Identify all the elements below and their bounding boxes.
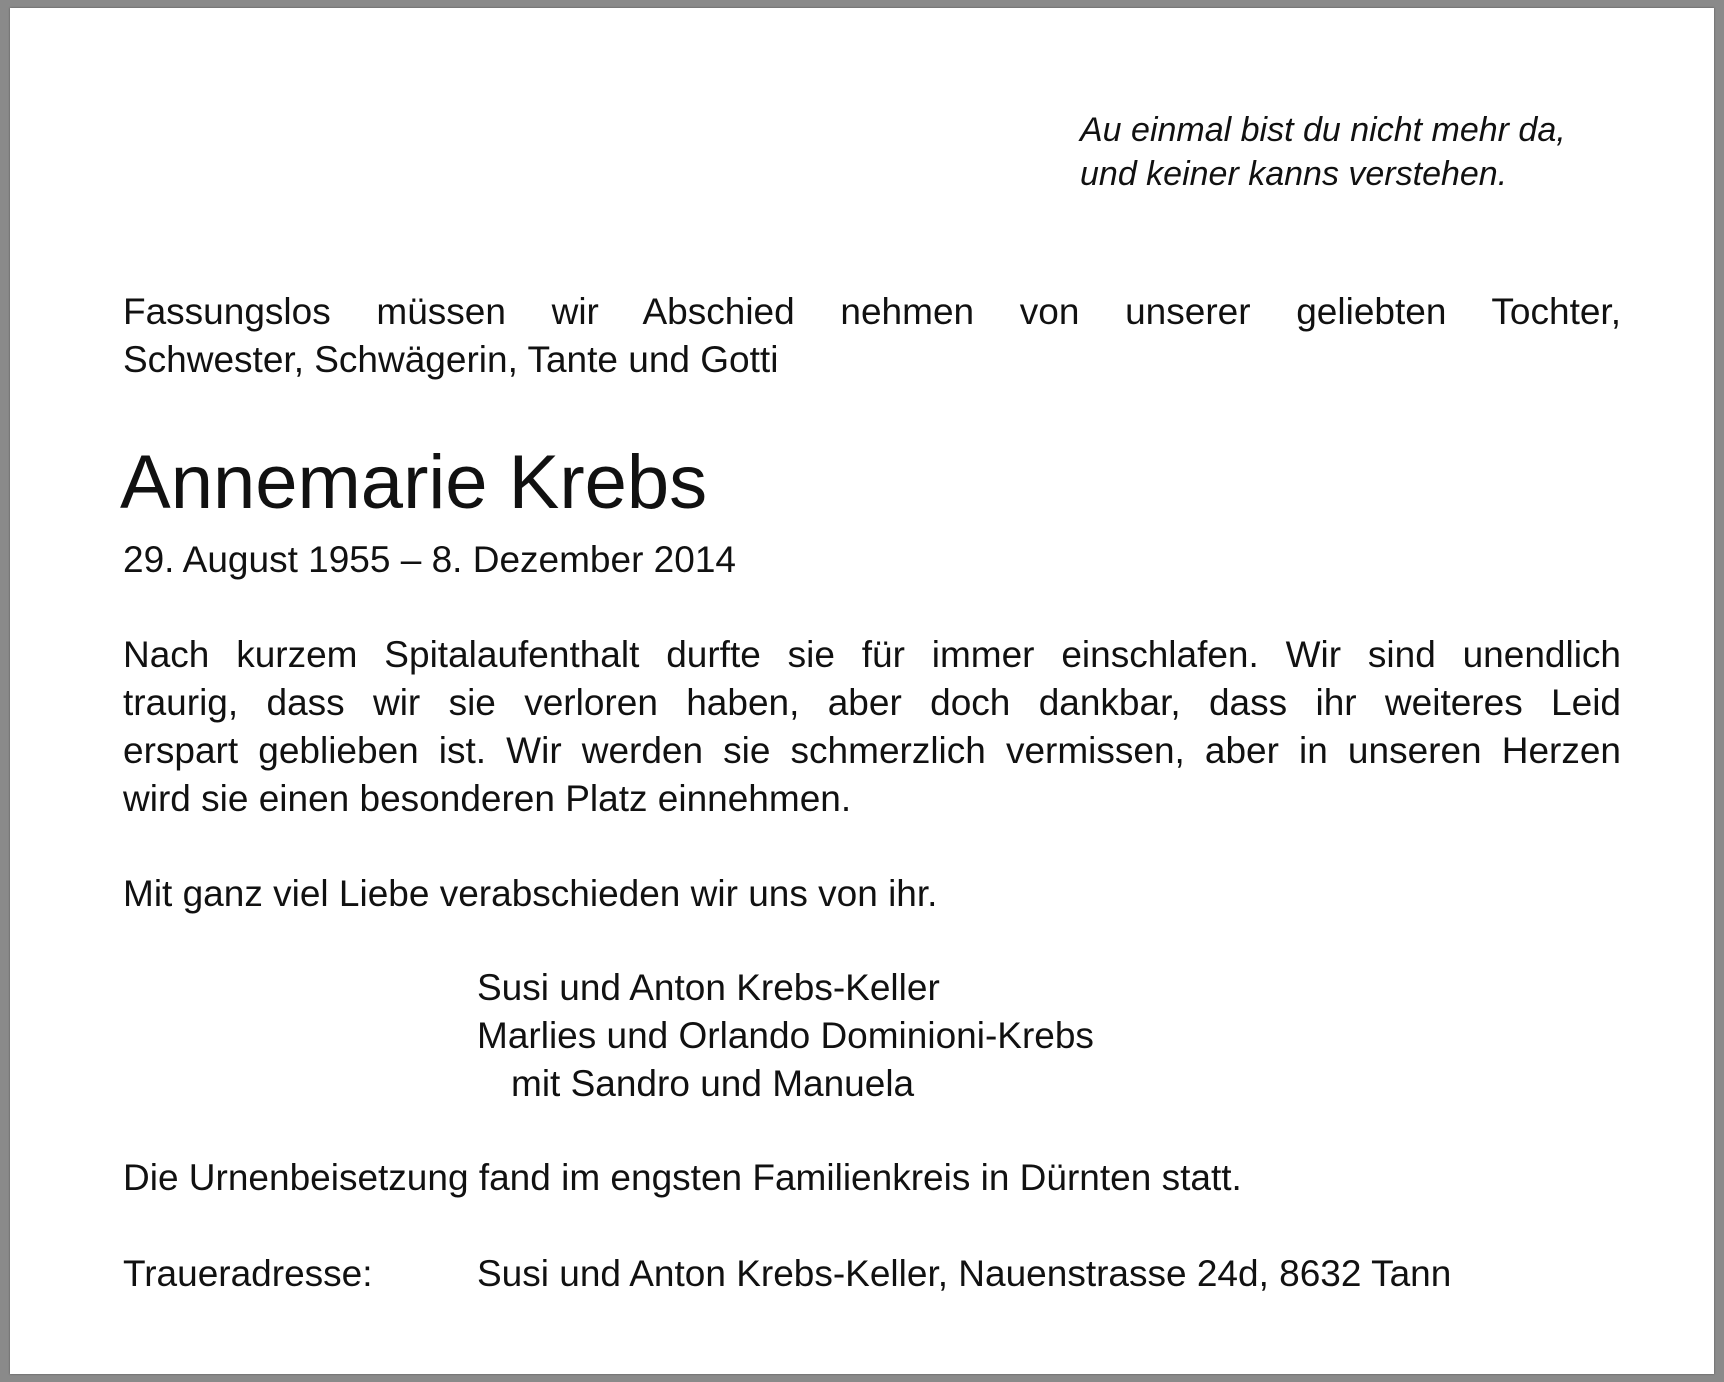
farewell-text: Mit ganz viel Liebe verabschieden wir uns von ihr. [123,873,938,914]
message-line: erspart geblieben ist. Wir werden sie schmerzlich vermissen, aber in unseren Herzen [123,730,1621,771]
address-label: Traueradresse: [123,1253,373,1294]
motto-line: und keiner kanns verstehen. [1080,155,1508,193]
message-line: traurig, dass wir sie verloren haben, aber doch dankbar, dass ihr weiteres Leid [123,682,1621,723]
message-line: wird sie einen besonderen Platz einnehmen. [123,778,852,819]
motto-line: Au einmal bist du nicht mehr da, [1080,111,1566,149]
message-line: Nach kurzem Spitalaufenthalt durfte sie für immer einschlafen. Wir sind unendlich [123,634,1621,675]
signature-line: mit Sandro und Manuela [511,1063,915,1104]
address-value: Susi und Anton Krebs-Keller, Nauenstrasse 24d, 8632 Tann [477,1253,1452,1294]
signatures [477,964,1094,1108]
obituary-page [10,8,1714,1374]
life-dates: 29. August 1955 – 8. Dezember 2014 [123,539,736,580]
motto-quote [1080,108,1566,196]
intro-text [123,288,1621,384]
signature-line: Marlies und Orlando Dominioni-Krebs [477,1015,1094,1056]
intro-line: Schwester, Schwägerin, Tante und Gotti [123,339,779,380]
deceased-name: Annemarie Krebs [120,440,708,525]
mourning-address [123,1250,1451,1298]
message-text [123,631,1621,823]
signature-line: Susi und Anton Krebs-Keller [477,967,940,1008]
intro-line: Fassungslos müssen wir Abschied nehmen von unserer geliebten Tochter, [123,291,1621,332]
burial-notice: Die Urnenbeisetzung fand im engsten Familienkreis in Dürnten statt. [123,1157,1242,1198]
